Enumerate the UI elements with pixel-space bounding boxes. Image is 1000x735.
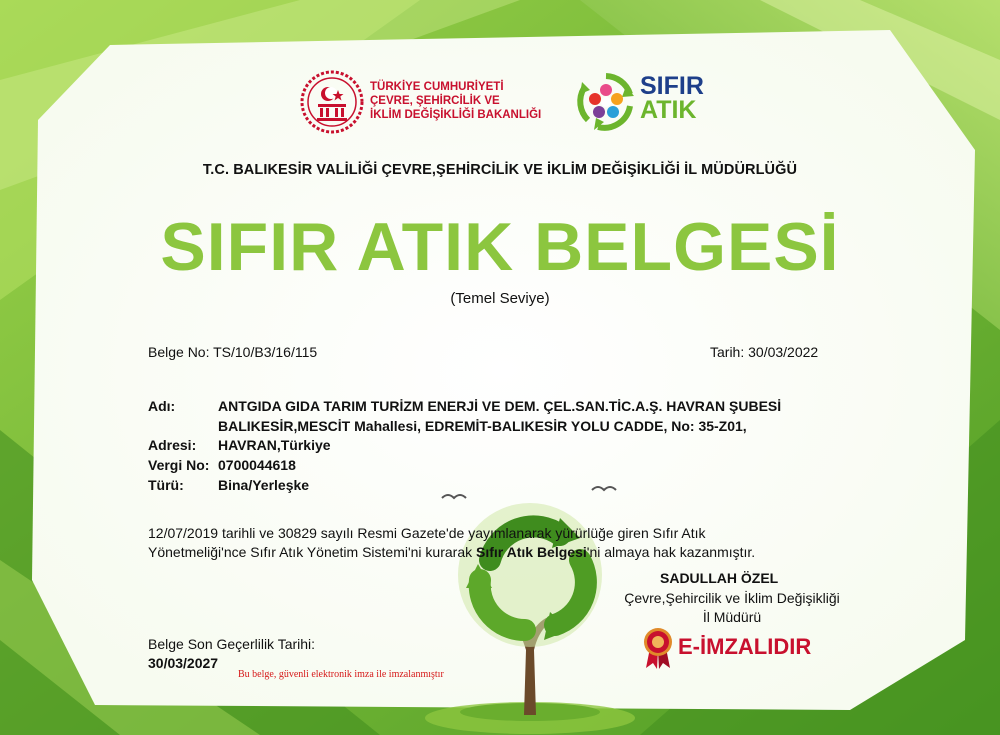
certificate-level: (Temel Seviye): [450, 290, 550, 307]
signer-title-line-2: İl Müdürü: [702, 609, 762, 625]
statement-line-2-suffix: 'ni almaya hak kazanmıştır.: [586, 544, 756, 560]
rosette-seal-icon: [640, 626, 676, 670]
validity-label: Belge Son Geçerlilik Tarihi:: [148, 636, 316, 652]
certificate-statement: [148, 524, 838, 562]
ministry-line-2: ÇEVRE, ŞEHİRCİLİK VE: [370, 95, 500, 107]
statement-line-2-prefix: Yönetmeliği'nce Sıfır Atık Yönetim Sistemi'ni kurarak: [148, 544, 477, 560]
address-label: Adresi:: [148, 437, 197, 453]
type-label: Türü:: [148, 477, 184, 493]
address-line-2: HAVRAN,Türkiye: [218, 437, 331, 453]
recycle-tree-icon: [420, 480, 640, 735]
type-value: Bina/Yerleşke: [218, 477, 310, 493]
statement-certificate-name: Sıfır Atık Belgesi: [476, 544, 587, 560]
ministry-emblem-icon: [300, 70, 364, 134]
signer-name: SADULLAH ÖZEL: [660, 570, 779, 586]
sifir-atik-logo-text: [640, 74, 704, 122]
tax-number-value: 0700044618: [218, 457, 296, 473]
statement-line-1: 12/07/2019 tarihli ve 30829 sayılı Resmi Gazete'de yayımlanarak yürürlüğe giren Sıfır Atık: [148, 525, 706, 541]
tax-number-label: Vergi No:: [148, 457, 210, 473]
ministry-line-3: İKLİM DEĞİŞİKLİĞİ BAKANLIĞI: [370, 109, 542, 121]
ministry-name: [370, 80, 541, 122]
recycle-flower-icon: [576, 72, 636, 132]
directorate-title: T.C. BALIKESİR VALİLİĞİ ÇEVRE,ŞEHİRCİLİK VE İKLİM DEĞİŞİKLİĞİ İL MÜDÜRLÜĞÜ: [202, 162, 798, 178]
statement-line-2: [148, 543, 838, 562]
sifir-word: SIFIR: [640, 72, 704, 100]
esign-note: Bu belge, güvenli elektronik imza ile imzalanmıştır: [238, 669, 444, 680]
address-line-1: BALIKESİR,MESCİT Mahallesi, EDREMİT-BALIKESİR YOLU CADDE, No: 35-Z01,: [218, 418, 747, 434]
signer-title-line-1: Çevre,Şehircilik ve İklim Değişikliği: [624, 590, 840, 606]
certificate-title: SIFIR ATIK BELGESİ: [160, 209, 840, 285]
document-number: Belge No: TS/10/B3/16/115: [148, 344, 318, 360]
signer-title: [612, 589, 852, 627]
issue-date: Tarih: 30/03/2022: [710, 344, 819, 360]
esign-stamp: E-İMZALIDIR: [678, 634, 812, 659]
name-value: ANTGIDA GIDA TARIM TURİZM ENERJİ VE DEM. ÇEL.SAN.TİC.A.Ş. HAVRAN ŞUBESİ: [218, 398, 782, 414]
atik-word: ATIK: [640, 96, 697, 124]
name-label: Adı:: [148, 398, 176, 414]
ministry-line-1: TÜRKİYE CUMHURİYETİ: [370, 81, 504, 93]
validity-date: 30/03/2027: [148, 655, 219, 671]
